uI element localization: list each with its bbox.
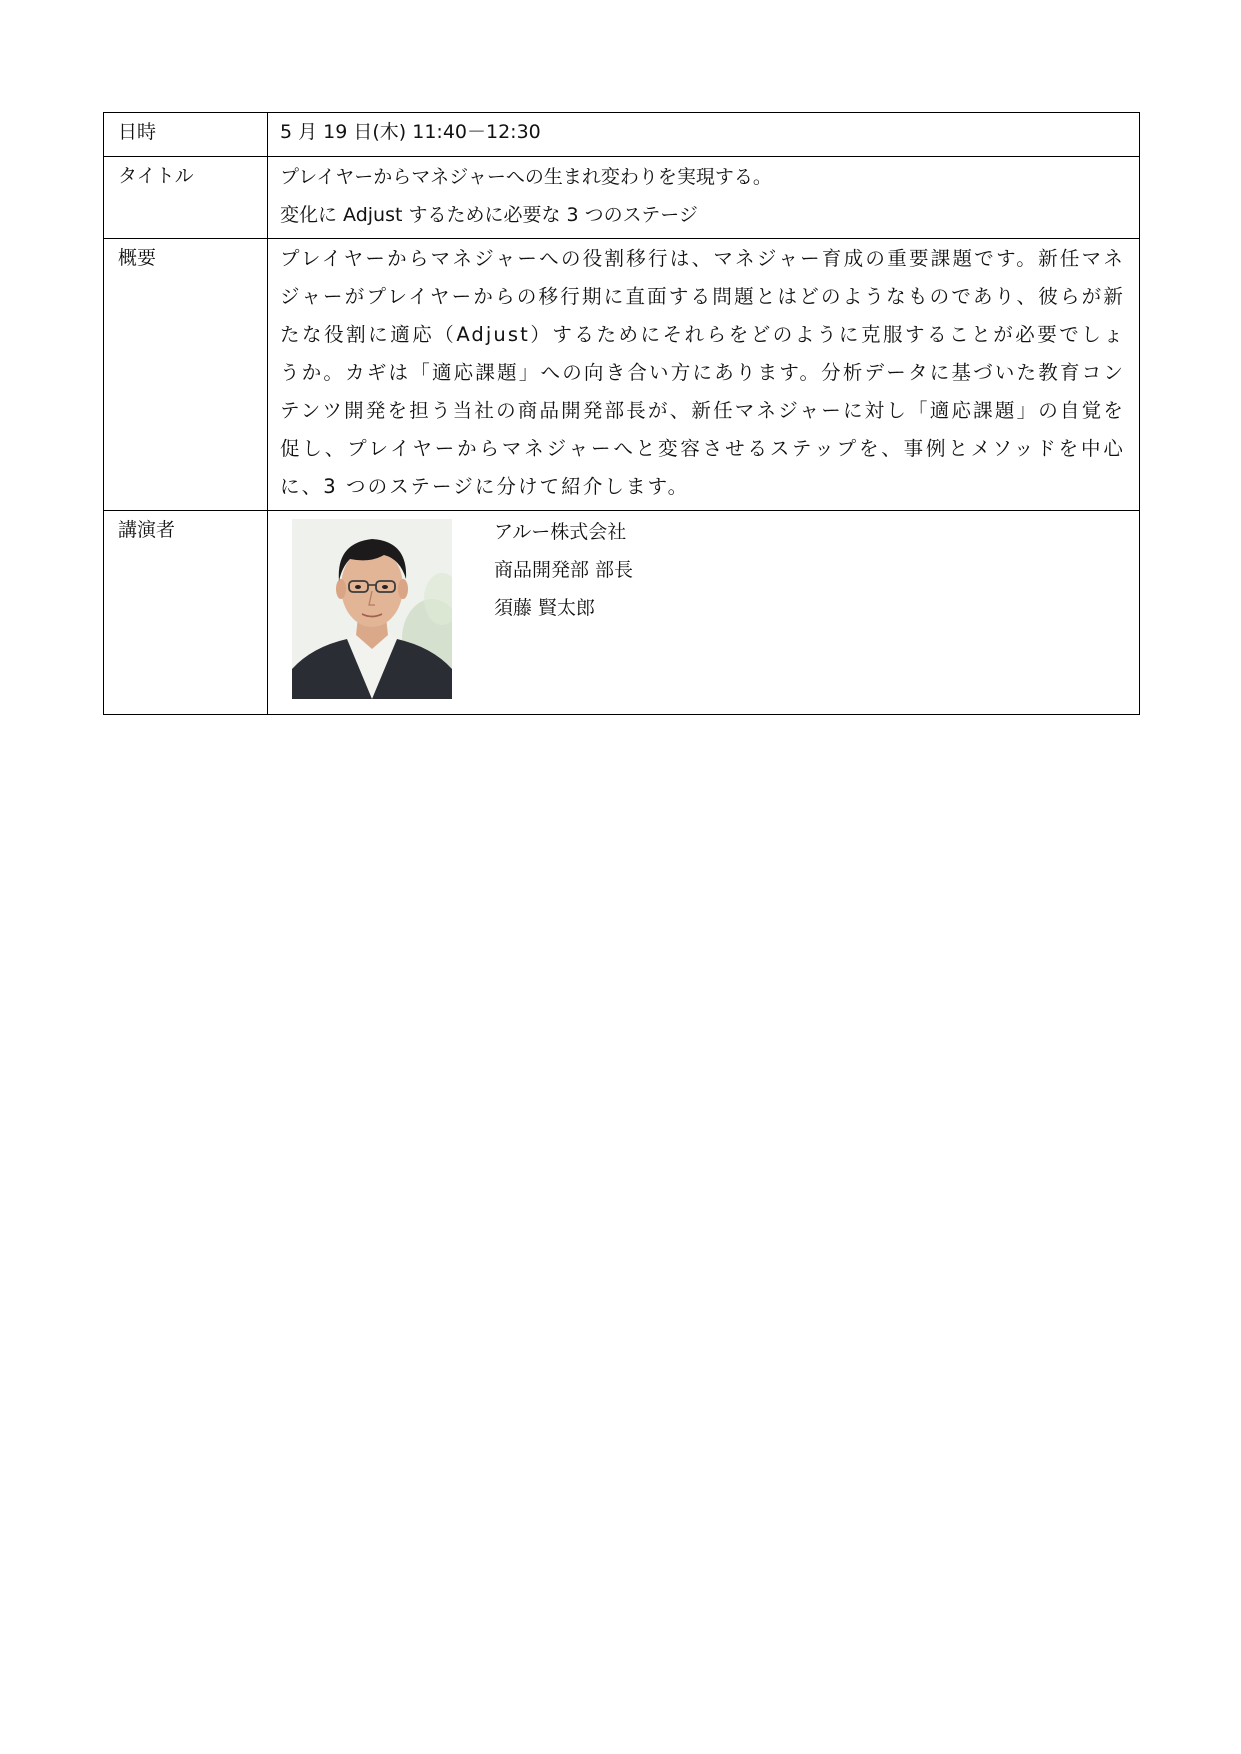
speaker-portrait-icon [292,519,452,699]
title-label: タイトル [104,157,268,239]
title-sub-line: 変化に Adjust するために必要な 3 つのステージ [280,204,698,226]
summary-text: プレイヤーからマネジャーへの役割移行は、マネジャー育成の重要課題です。新任マネジャーがプレイヤーからの移行期に直面する問題とはどのようなものであり、彼らが新たな役割に適応（Adjust）するためにそれらをどのように克服することが必要でしょうか。カギは「適応課題」への向き合い方にあります。分析データに基づいた教育コンテンツ開発を担う当社の商品開発部長が、新任マネジャーに対し「適応課題」の自覚を促し、プレイヤーからマネジャーへと変容させるステップを、事例とメソッドを中心に、3 つのステージに分けて紹介します。 [280,247,1125,498]
speaker-portrait-photo [292,519,452,699]
summary-row [104,239,1140,511]
summary-value [268,239,1140,511]
speaker-value [268,511,1140,715]
title-main-line: プレイヤーからマネジャーへの生まれ変わりを実現する。 [280,166,772,188]
title-value [268,157,1140,239]
seminar-info-table [103,112,1140,715]
speaker-name: 須藤 賢太郎 [494,597,596,619]
datetime-label: 日時 [104,113,268,157]
speaker-company: アルー株式会社 [494,521,627,543]
summary-label: 概要 [104,239,268,511]
datetime-row [104,113,1140,157]
speaker-info [494,513,633,627]
speaker-block [268,511,1139,707]
title-row [104,157,1140,239]
speaker-position: 商品開発部 部長 [494,559,634,581]
speaker-label: 講演者 [104,511,268,715]
datetime-value: 5 月 19 日(木) 11:40－12:30 [268,113,1140,157]
speaker-row [104,511,1140,715]
